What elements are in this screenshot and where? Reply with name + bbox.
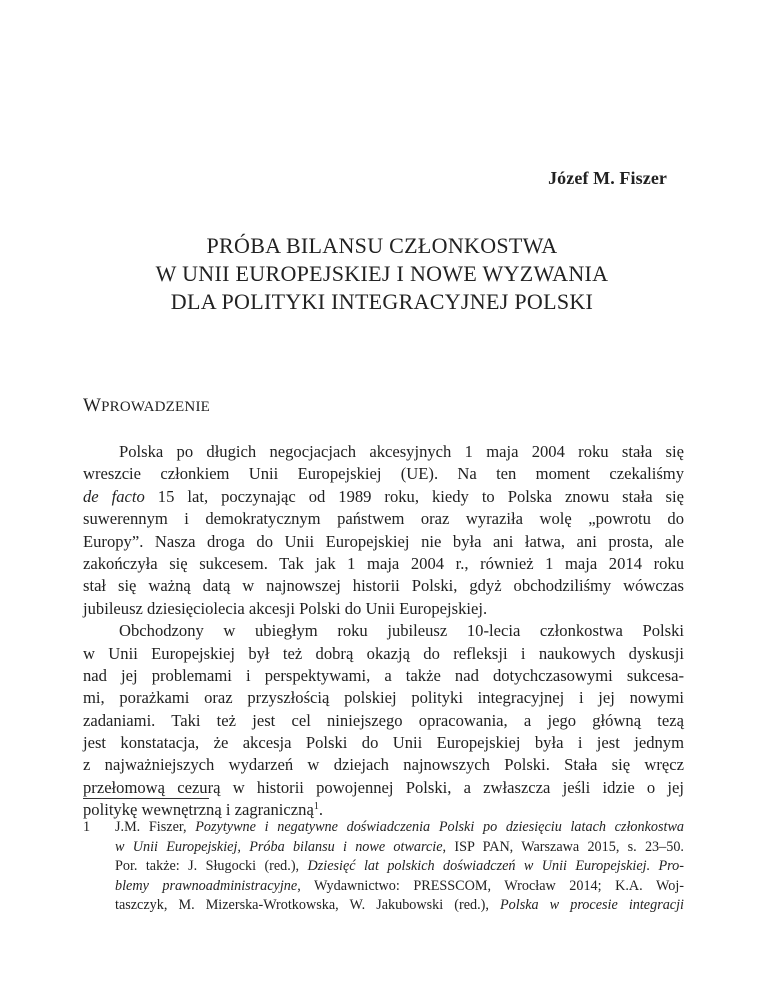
paragraph-line: stał się ważną datą w najnowszej historii Polski, gdyż obchodziliśmy wówczas — [83, 576, 684, 596]
paragraph-line: wreszcie członkiem Unii Europejskiej (UE). Na ten moment czekaliśmy — [83, 464, 684, 484]
paragraph-line: suwerennym i demokratycznym państwem oraz wyraziła wolę „powrotu do — [83, 509, 684, 529]
body-text — [83, 441, 684, 822]
paragraph-line: zakończyła się sukcesem. Tak jak 1 maja 2004 r., również 1 maja 2014 roku — [83, 553, 684, 573]
section-heading — [83, 395, 210, 417]
paragraph-line: politykę wewnętrzną i zagraniczną$^1$. — [83, 800, 323, 820]
footnote-number: 1 — [83, 819, 91, 835]
footnote-line: w Unii Europejskiej, Próba bilansu i nowe otwarcie, ISP PAN, Warszawa 2015, s. 23–50. — [115, 838, 684, 855]
paragraph-line: jubileusz dziesięciolecia akcesji Polski do Unii Europejskiej. — [83, 598, 488, 618]
article-title — [82, 232, 682, 316]
paragraph-line: jest konstatacja, że akcesja Polski do Unii Europejskiej była i jest jednym — [83, 733, 684, 753]
paragraph-line: Obchodzony w ubiegłym roku jubileusz 10-lecia członkostwa Polski — [119, 621, 684, 641]
paragraph-line: Polska po długich negocjacjach akcesyjnych 1 maja 2004 roku stała się — [119, 442, 684, 461]
footnote-divider — [83, 798, 209, 799]
italic-term: de facto — [83, 486, 145, 506]
section-heading-initial: W — [83, 395, 102, 416]
footnote-line: taszczyk, M. Mizerska-Wrotkowska, W. Jakubowski (red.), Polska w procesie integracji — [115, 897, 684, 914]
section-heading-rest: PROWADZENIE — [101, 399, 210, 415]
paragraph-line: Europy”. Nasza droga do Unii Europejskiej nie była ani łatwa, ani prosta, ale — [83, 531, 684, 551]
title-line: PRÓBA BILANSU CZŁONKOSTWA — [206, 233, 558, 258]
footnote-body — [115, 818, 684, 916]
paragraph-line: przełomową cezurą w historii powojennej Polski, a zwłaszcza jeśli idzie o jej — [83, 777, 684, 797]
footnote-line: Por. także: J. Sługocki (red.), Dziesięć lat polskich doświadczeń w Unii Europejskiej. Pro- — [115, 858, 684, 875]
paragraph-line: mi, porażkami oraz przyszłością polskiej polityki integracyjnej i jej nowymi — [83, 688, 684, 708]
footnote-line: J.M. Fiszer, Pozytywne i negatywne doświadczenia Polski po dziesięciu latach członkostwa — [115, 819, 684, 835]
paragraph-line: nad jej problemami i perspektywami, a także nad dotychczasowymi sukcesa- — [83, 665, 684, 685]
title-line: W UNII EUROPEJSKIEJ I NOWE WYZWANIA — [155, 261, 609, 286]
paragraph-line: zadaniami. Taki też jest cel niniejszego opracowania, a jego główną tezą — [83, 710, 684, 730]
paragraph-line: de facto 15 lat, poczynając od 1989 roku, kiedy to Polska znowu stała się — [83, 486, 684, 506]
paragraph-line: w Unii Europejskiej był też dobrą okazją do refleksji i naukowych dyskusji — [83, 643, 684, 663]
paragraph-line: z najważniejszych wydarzeń w dziejach najnowszych Polski. Stała się wręcz — [83, 755, 684, 775]
footnote-reference[interactable]: 1 — [313, 801, 319, 813]
footnote-line: blemy prawnoadministracyjne, Wydawnictwo: PRESSCOM, Wrocław 2014; K.A. Woj- — [115, 877, 684, 894]
author-name: Józef M. Fiszer — [548, 168, 667, 188]
title-line: DLA POLITYKI INTEGRACYJNEJ POLSKI — [170, 289, 594, 314]
